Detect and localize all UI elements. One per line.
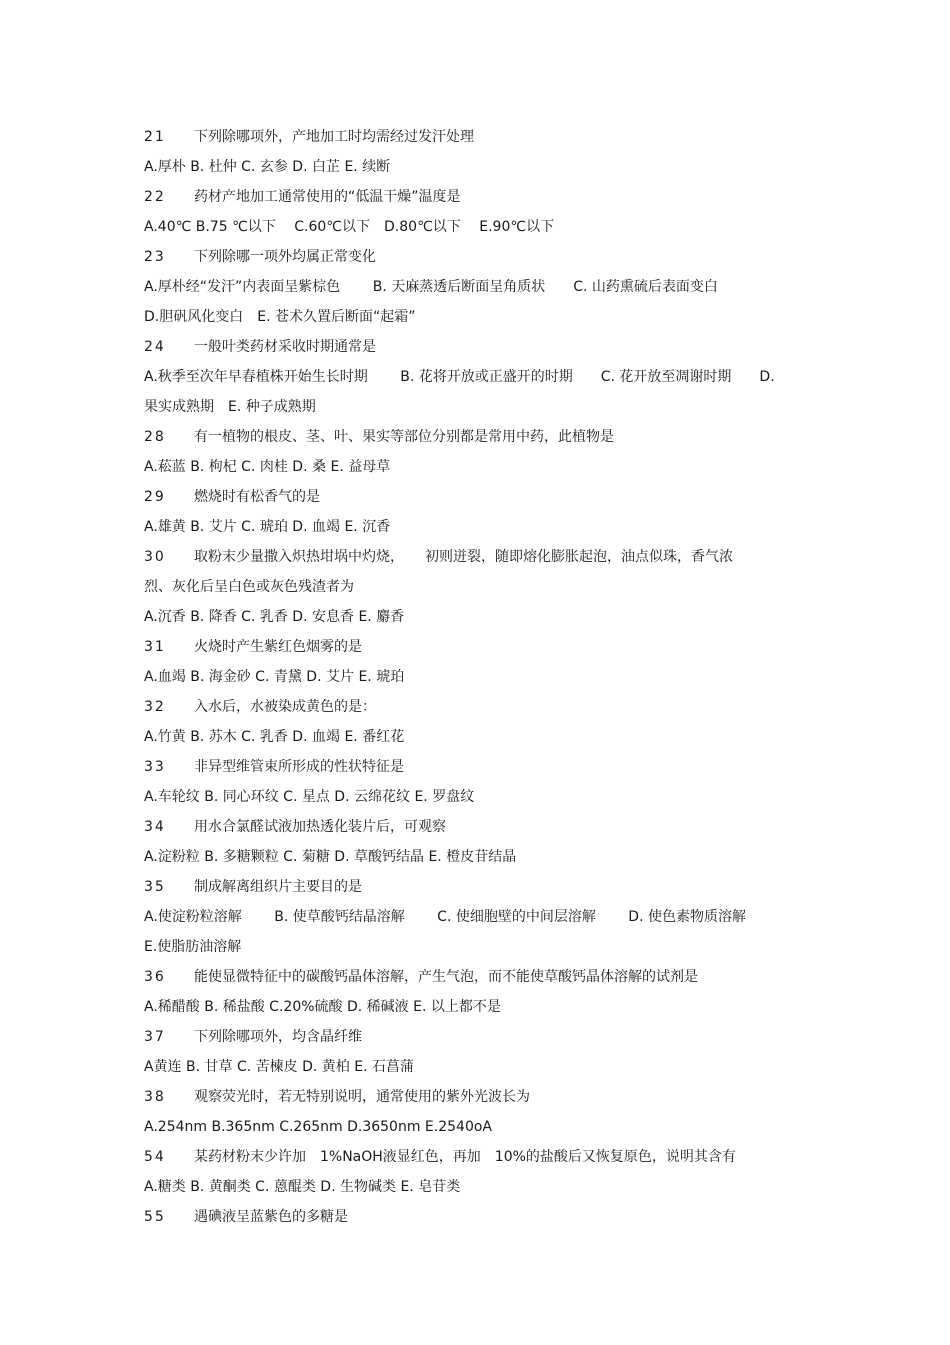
question-number: 34 bbox=[144, 819, 166, 835]
question-list bbox=[144, 122, 814, 1232]
question-line bbox=[144, 332, 814, 362]
answer-options: A.厚朴经“发汗”内表面呈紫棕色 B. 天麻蒸透后断面呈角质状 C. 山药熏硫后表面变白 bbox=[144, 279, 718, 295]
question-text: 能使显微特征中的碳酸钙晶体溶解，产生气泡，而不能使草酸钙晶体溶解的试剂是 bbox=[194, 969, 698, 985]
question-text: 某药材粉末少许加 1%NaOH液显红色，再加 10%的盐酸后又恢复原色，说明其含有 bbox=[194, 1149, 736, 1165]
question-text: 入水后，水被染成黄色的是： bbox=[194, 699, 376, 715]
question-number: 22 bbox=[144, 189, 166, 205]
question-number: 54 bbox=[144, 1149, 166, 1165]
question-line bbox=[144, 872, 814, 902]
question-number: 37 bbox=[144, 1029, 166, 1045]
answer-options: D.胆矾风化变白 E. 苍术久置后断面“起霜” bbox=[144, 309, 416, 325]
answer-options: A.菘蓝 B. 枸杞 C. 肉桂 D. 桑 E. 益母草 bbox=[144, 459, 391, 475]
question-text: 火烧时产生紫红色烟雾的是 bbox=[194, 639, 362, 655]
question-number: 31 bbox=[144, 639, 166, 655]
question-number: 32 bbox=[144, 699, 166, 715]
question-line bbox=[144, 1202, 814, 1232]
question-text: 药材产地加工通常使用的“低温干燥”温度是 bbox=[194, 189, 461, 205]
answer-options: 烈、灰化后呈白色或灰色残渣者为 bbox=[144, 579, 354, 595]
question-text: 下列除哪一项外均属正常变化 bbox=[194, 249, 376, 265]
question-text: 有一植物的根皮、茎、叶、果实等部位分别都是常用中药，此植物是 bbox=[194, 429, 614, 445]
question-number: 55 bbox=[144, 1209, 166, 1225]
answer-options: A.竹黄 B. 苏木 C. 乳香 D. 血竭 E. 番红花 bbox=[144, 729, 405, 745]
question-number: 24 bbox=[144, 339, 166, 355]
question-line bbox=[144, 122, 814, 152]
question-line bbox=[144, 962, 814, 992]
question-line bbox=[144, 1082, 814, 1112]
question-text: 一般叶类药材采收时期通常是 bbox=[194, 339, 376, 355]
question-number: 23 bbox=[144, 249, 166, 265]
question-text: 下列除哪项外，产地加工时均需经过发汗处理 bbox=[194, 129, 474, 145]
question-text: 遇碘液呈蓝紫色的多糖是 bbox=[194, 1209, 348, 1225]
question-line bbox=[144, 1022, 814, 1052]
question-line bbox=[144, 542, 814, 572]
answer-options: A.沉香 B. 降香 C. 乳香 D. 安息香 E. 麝香 bbox=[144, 609, 405, 625]
question-number: 21 bbox=[144, 129, 166, 145]
question-line bbox=[144, 422, 814, 452]
answer-options: A黄连 B. 甘草 C. 苦楝皮 D. 黄柏 E. 石菖蒲 bbox=[144, 1059, 414, 1075]
question-line bbox=[144, 812, 814, 842]
answer-options: A.淀粉粒 B. 多糖颗粒 C. 菊糖 D. 草酸钙结晶 E. 橙皮苷结晶 bbox=[144, 849, 517, 865]
answer-options: A.秋季至次年早春植株开始生长时期 B. 花将开放或正盛开的时期 C. 花开放至凋谢时期 D. bbox=[144, 369, 775, 385]
question-text: 取粉末少量撒入炽热坩埚中灼烧， 初则迸裂，随即熔化膨胀起泡，油点似珠，香气浓 bbox=[194, 549, 733, 565]
answer-options: A.254nm B.365nm C.265nm D.3650nm E.2540oA bbox=[144, 1119, 492, 1135]
question-number: 28 bbox=[144, 429, 166, 445]
question-text: 用水合氯醛试液加热透化装片后，可观察 bbox=[194, 819, 446, 835]
question-line bbox=[144, 182, 814, 212]
question-number: 38 bbox=[144, 1089, 166, 1105]
answer-options: 果实成熟期 E. 种子成熟期 bbox=[144, 399, 316, 415]
question-text: 观察荧光时，若无特别说明，通常使用的紫外光波长为 bbox=[194, 1089, 530, 1105]
answer-options: A.厚朴 B. 杜仲 C. 玄参 D. 白芷 E. 续断 bbox=[144, 159, 391, 175]
question-line bbox=[144, 632, 814, 662]
answer-options: A.40℃ B.75 ℃以下 C.60℃以下 D.80℃以下 E.90℃以下 bbox=[144, 219, 555, 235]
question-line bbox=[144, 242, 814, 272]
answer-options: A.稀醋酸 B. 稀盐酸 C.20%硫酸 D. 稀碱液 E. 以上都不是 bbox=[144, 999, 501, 1015]
answer-options: A.雄黄 B. 艾片 C. 琥珀 D. 血竭 E. 沉香 bbox=[144, 519, 391, 535]
question-number: 36 bbox=[144, 969, 166, 985]
answer-options: A.使淀粉粒溶解 B. 使草酸钙结晶溶解 C. 使细胞壁的中间层溶解 D. 使色素物质溶解 bbox=[144, 909, 746, 925]
question-text: 燃烧时有松香气的是 bbox=[194, 489, 320, 505]
answer-options: A.血竭 B. 海金砂 C. 青黛 D. 艾片 E. 琥珀 bbox=[144, 669, 405, 685]
question-text: 下列除哪项外，均含晶纤维 bbox=[194, 1029, 362, 1045]
question-line bbox=[144, 1142, 814, 1172]
question-number: 35 bbox=[144, 879, 166, 895]
question-text: 制成解离组织片主要目的是 bbox=[194, 879, 362, 895]
answer-options: E.使脂肪油溶解 bbox=[144, 939, 242, 955]
answer-options: A.糖类 B. 黄酮类 C. 蒽醌类 D. 生物碱类 E. 皂苷类 bbox=[144, 1179, 461, 1195]
question-number: 29 bbox=[144, 489, 166, 505]
question-number: 33 bbox=[144, 759, 166, 775]
question-line bbox=[144, 692, 814, 722]
question-line bbox=[144, 482, 814, 512]
question-text: 非异型维管束所形成的性状特征是 bbox=[194, 759, 404, 775]
question-line bbox=[144, 752, 814, 782]
answer-options: A.车轮纹 B. 同心环纹 C. 星点 D. 云绵花纹 E. 罗盘纹 bbox=[144, 789, 475, 805]
question-number: 30 bbox=[144, 549, 166, 565]
